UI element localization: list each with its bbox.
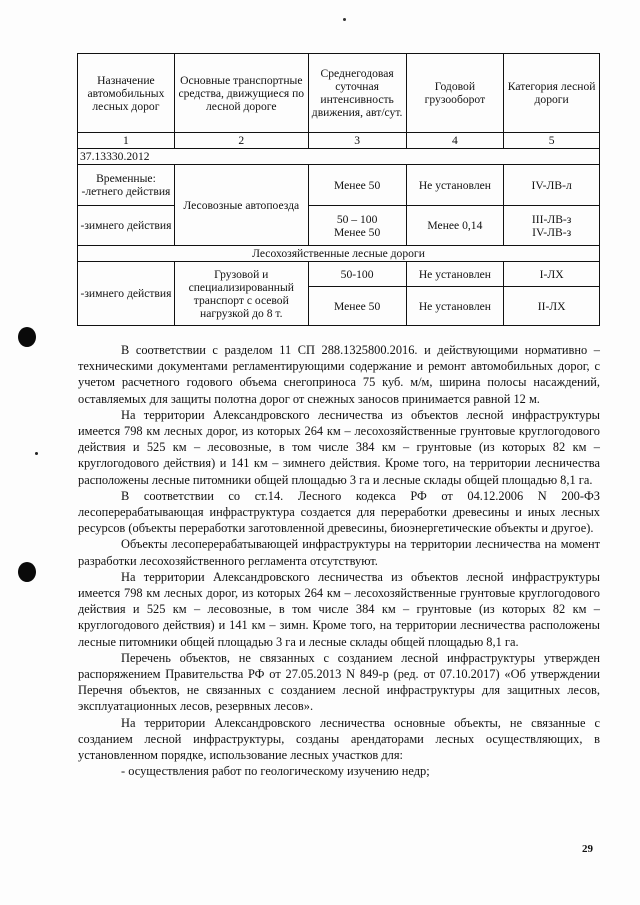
header-cell: Назначение автомобильных лесных дорог — [78, 54, 175, 133]
category-cell: I-ЛХ — [504, 262, 600, 287]
paragraph: Перечень объектов, не связанных с созданием лесной инфраструктуры утвержден распоряжением Правительства РФ от 27.05.2013 N 849-р (ред. от 07.10.2017) «Об утверждении Перечня объектов, не связанных с созданием лесной инфраструктуры для защитных лесов, эксплуатационных лесов, резервных лесов». — [78, 650, 600, 714]
column-number: 5 — [504, 133, 600, 149]
turnover-cell: Менее 0,14 — [406, 206, 504, 246]
column-number: 2 — [174, 133, 308, 149]
punch-hole-2 — [18, 562, 36, 582]
intensity-cell: 50-100 — [308, 262, 406, 287]
table-row — [78, 165, 600, 206]
transport-cell: Грузовой и специализированный транспорт с осевой нагрузкой до 8 т. — [174, 262, 308, 326]
road-purpose-cell — [78, 165, 175, 206]
paragraph: Объекты лесоперерабатывающей инфраструктуры на территории лесничества на момент разработки лесохозяйственного регламента отсутствуют. — [78, 537, 600, 568]
scan-speck-2 — [35, 452, 38, 455]
paragraph: В соответствии со ст.14. Лесного кодекса РФ от 04.12.2006 N 200-ФЗ лесоперерабатывающая инфраструктура создается для переработки древесины и иных лесных ресурсов (объекты переработки заготовленной древесины, биоэнергетические объекты и другое). — [78, 488, 600, 536]
intensity-cell: Менее 50 — [308, 165, 406, 206]
summer-label: -летнего действия — [81, 185, 171, 198]
header-cell: Основные транспортные средства, движущиеся по лесной дороге — [174, 54, 308, 133]
paragraph: На территории Александровского лесничества основные объекты, не связанные с созданием лесной инфраструктуры, созданы арендаторами лесных осуществляющих, в установленном порядке, использование лесных участков для: — [78, 715, 600, 763]
category-cell: IV-ЛВ-л — [504, 165, 600, 206]
table-header-row — [78, 54, 600, 133]
column-number: 1 — [78, 133, 175, 149]
turnover-cell: Не установлен — [406, 165, 504, 206]
body-text — [78, 342, 600, 779]
intensity-cell: 50 – 100 Менее 50 — [308, 206, 406, 246]
turnover-cell: Не установлен — [406, 287, 504, 326]
list-item: - осуществления работ по геологическому изучению недр; — [121, 764, 430, 779]
table-row — [78, 262, 600, 287]
section-title: Лесохозяйственные лесные дороги — [78, 246, 600, 262]
column-number-row — [78, 133, 600, 149]
standard-code: 37.13330.2012 — [78, 149, 600, 165]
section-row — [78, 246, 600, 262]
column-number: 4 — [406, 133, 504, 149]
standard-row — [78, 149, 600, 165]
header-cell: Годовой грузооборот — [406, 54, 504, 133]
page-number: 29 — [582, 843, 593, 855]
header-cell: Категория лесной дороги — [504, 54, 600, 133]
table-row — [78, 206, 600, 246]
header-cell: Среднегодовая суточная интенсивность движения, авт/сут. — [308, 54, 406, 133]
intensity-cell: Менее 50 — [308, 287, 406, 326]
column-number: 3 — [308, 133, 406, 149]
turnover-cell: Не установлен — [406, 262, 504, 287]
paragraph: На территории Александровского лесничества из объектов лесной инфраструктуры имеется 798 км лесных дорог, из которых 264 км – лесохозяйственные грунтовые круглогодового действия и 525 км – лесовозные, в том числе 384 км – грунтовые (из которых 82 км – круглогодового действия) и 141 км – зимн. Кроме того, на территории лесничества расположены лесные питомники общей площадью 3 га и лесные склады общей площадью 8,1 га. — [78, 569, 600, 649]
transport-cell: Лесовозные автопоезда — [174, 165, 308, 246]
paragraph: В соответствии с разделом 11 СП 288.1325800.2016. и действующими нормативно – техническими документами регламентирующими содержание и ремонт автомобильных дорог, с учетом расчетного годового объема снегоприноса 75 куб. м/м, ширина полосы насаждений, оставляемых для защиты полотна дорог от снежных заносов принимается равной 12 м. — [78, 343, 600, 406]
road-category-table — [77, 53, 600, 326]
category-cell: II-ЛХ — [504, 287, 600, 326]
scan-speck — [343, 18, 346, 21]
paragraph: На территории Александровского лесничества из объектов лесной инфраструктуры имеется 798 км лесных дорог, из которых 264 км – лесохозяйственные грунтовые круглогодового действия и 525 км – лесовозные, в том числе 384 км – грунтовые (из которых 82 км – круглогодового действия) и 141 км – зимнего действия. Кроме того, на территории лесничества расположены лесные питомники общей площадью 3 га и лесные склады общей площадью 8,1 га. — [78, 407, 600, 487]
road-purpose-cell: -зимнего действия — [78, 262, 175, 326]
punch-hole-1 — [18, 327, 36, 347]
road-purpose-cell: -зимнего действия — [78, 206, 175, 246]
temporary-label: Временные: — [96, 172, 156, 185]
category-cell: III-ЛВ-з IV-ЛВ-з — [504, 206, 600, 246]
